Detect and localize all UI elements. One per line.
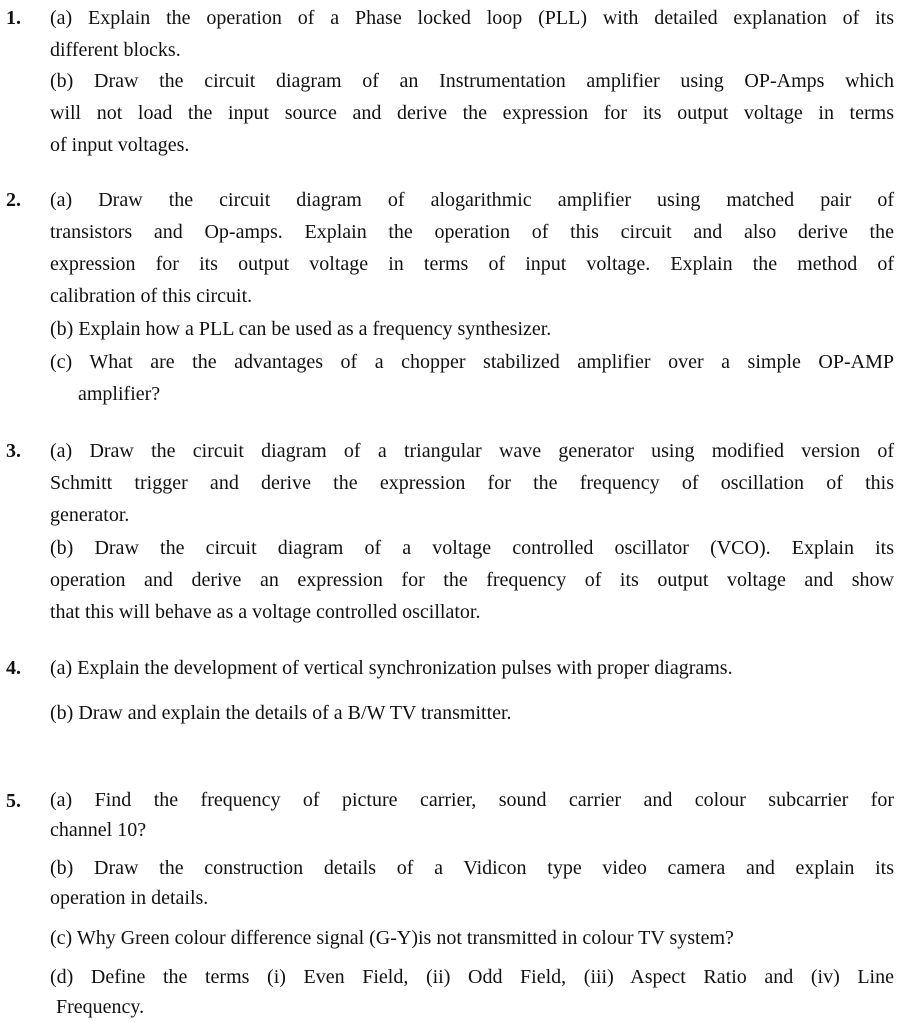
text-line: channel 10? bbox=[50, 819, 147, 841]
text-line: (b) Draw the construction details of a Vidicon type video camera and explain its bbox=[50, 857, 894, 879]
question-number: 3. bbox=[6, 440, 21, 462]
text-line: (b) Explain how a PLL can be used as a frequency synthesizer. bbox=[50, 318, 552, 340]
text-line: (d) Define the terms (i) Even Field, (ii) Odd Field, (iii) Aspect Ratio and (iv) Line bbox=[50, 966, 894, 988]
text-line: (b) Draw the circuit diagram of a voltage controlled oscillator (VCO). Explain its bbox=[50, 537, 894, 559]
question-1-part-b bbox=[50, 65, 894, 161]
question-2-part-c bbox=[50, 346, 894, 410]
question-2-part-b bbox=[50, 313, 894, 345]
text-line: (c) What are the advantages of a chopper stabilized amplifier over a simple OP-AMP bbox=[50, 351, 894, 373]
text-line: (a) Explain the operation of a Phase locked loop (PLL) with detailed explanation of its bbox=[50, 7, 894, 29]
text-line: (b) Draw and explain the details of a B/W TV transmitter. bbox=[50, 702, 512, 724]
question-number: 2. bbox=[6, 189, 21, 211]
question-4-part-a bbox=[50, 652, 894, 684]
text-line: different blocks. bbox=[50, 39, 181, 61]
text-line: (a) Draw the circuit diagram of alogarithmic amplifier using matched pair of bbox=[50, 189, 894, 211]
text-line: will not load the input source and derive the expression for its output voltage in terms bbox=[50, 102, 894, 124]
question-5-part-a bbox=[50, 785, 894, 845]
text-line: (b) Draw the circuit diagram of an Instrumentation amplifier using OP-Amps which bbox=[50, 70, 894, 92]
question-4-part-b bbox=[50, 697, 894, 729]
question-2-part-a bbox=[50, 184, 894, 312]
question-3-part-a bbox=[50, 435, 894, 531]
text-line: operation and derive an expression for the frequency of its output voltage and show bbox=[50, 569, 894, 591]
question-3-part-b bbox=[50, 532, 894, 628]
text-line: of input voltages. bbox=[50, 134, 190, 156]
text-line: (a) Find the frequency of picture carrier, sound carrier and colour subcarrier for bbox=[50, 789, 894, 811]
text-line: operation in details. bbox=[50, 887, 209, 909]
question-number: 4. bbox=[6, 657, 21, 679]
text-line: expression for its output voltage in terms of input voltage. Explain the method of bbox=[50, 253, 894, 275]
text-line: (c) Why Green colour difference signal (G-Y)is not transmitted in colour TV system? bbox=[50, 927, 734, 949]
text-line: that this will behave as a voltage controlled oscillator. bbox=[50, 601, 481, 623]
text-line: calibration of this circuit. bbox=[50, 285, 253, 307]
text-line: amplifier? bbox=[78, 383, 161, 405]
question-1-part-a bbox=[50, 2, 894, 66]
question-5-part-d bbox=[50, 962, 894, 1022]
question-5-part-c bbox=[50, 922, 894, 954]
text-line: generator. bbox=[50, 504, 130, 526]
text-line: (a) Explain the development of vertical synchronization pulses with proper diagrams. bbox=[50, 657, 733, 679]
question-number: 5. bbox=[6, 790, 21, 812]
text-line: Frequency. bbox=[56, 996, 145, 1018]
text-line: transistors and Op-amps. Explain the operation of this circuit and also derive the bbox=[50, 221, 894, 243]
text-line: Schmitt trigger and derive the expression for the frequency of oscillation of this bbox=[50, 472, 894, 494]
question-5-part-b bbox=[50, 853, 894, 913]
text-line: (a) Draw the circuit diagram of a triangular wave generator using modified version of bbox=[50, 440, 894, 462]
question-number: 1. bbox=[6, 7, 21, 29]
